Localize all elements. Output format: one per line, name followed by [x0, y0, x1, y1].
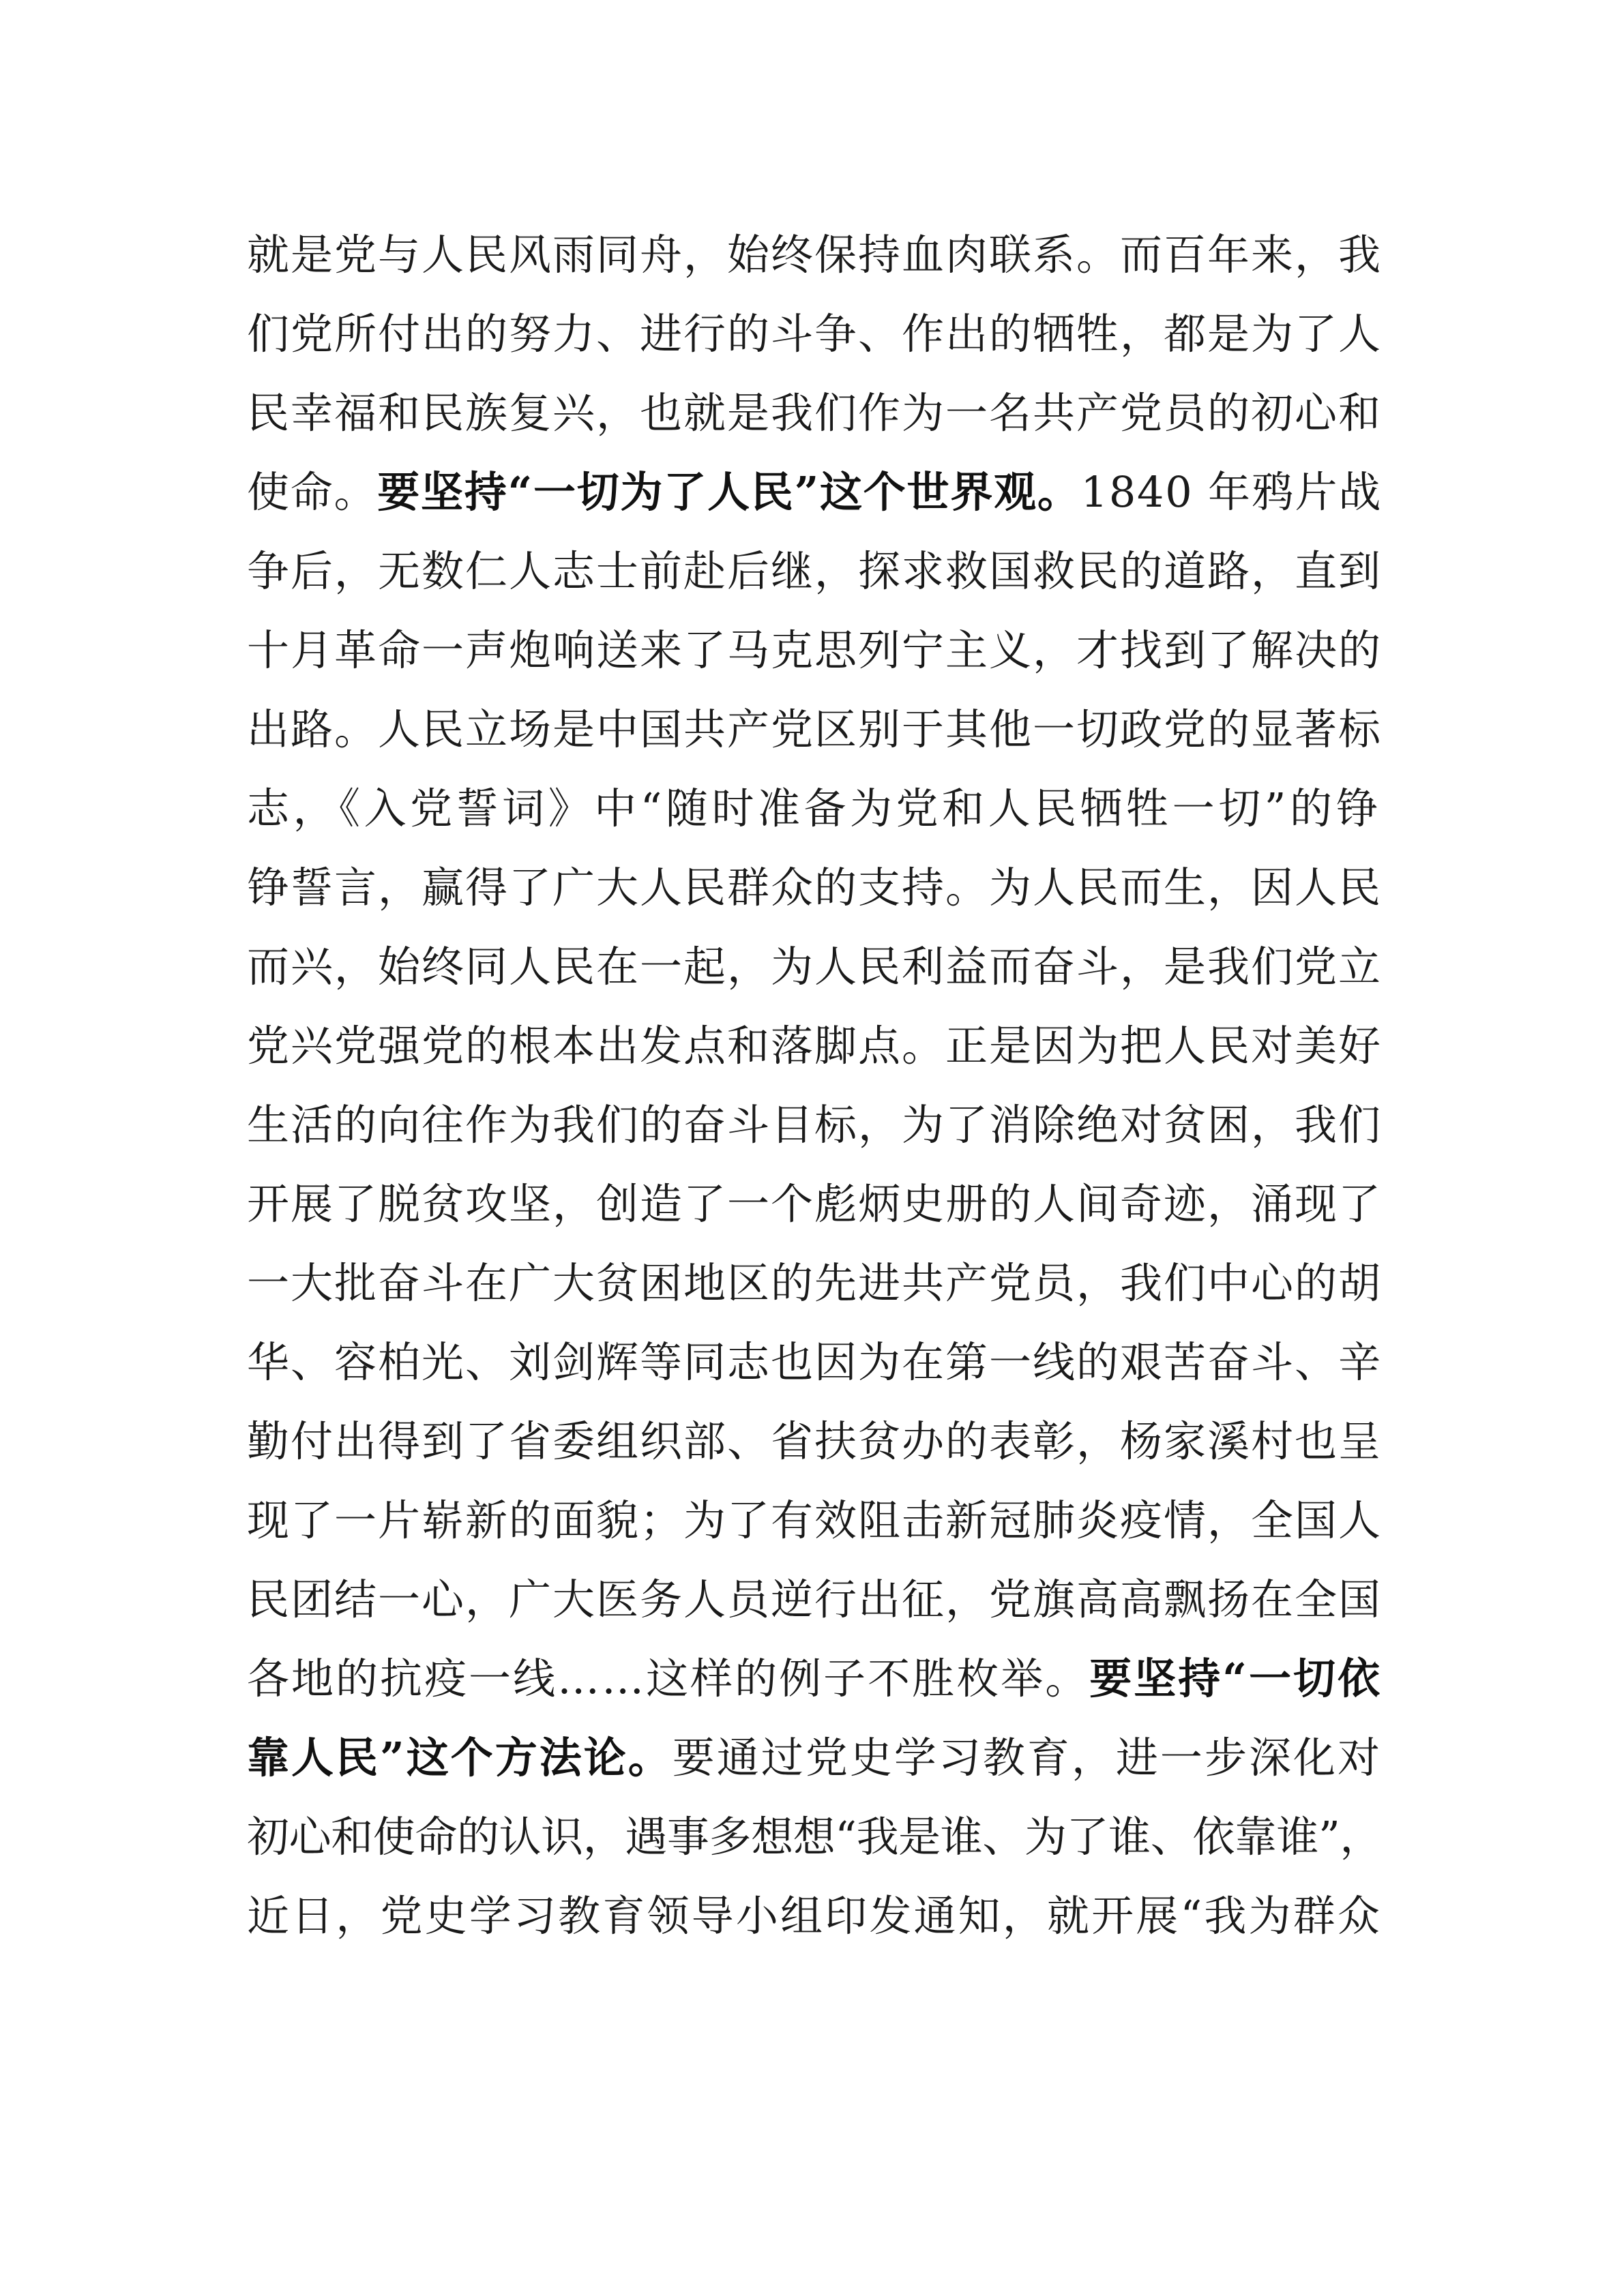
text-line — [247, 611, 1382, 690]
body-text: 而兴，始终同人民在一起，为人民利益而奋斗，是我们党立 — [247, 942, 1382, 992]
body-text: 们党所付出的努力、进行的斗争、作出的牺牲，都是为了人 — [247, 309, 1382, 359]
body-text: 使命。 — [247, 467, 378, 517]
body-text: 勤付出得到了省委组织部、省扶贫办的表彰，杨家溪村也呈 — [247, 1416, 1382, 1466]
body-text: 初心和使命的认识，遇事多想想“我是谁、为了谁、依靠谁”， — [247, 1812, 1382, 1862]
body-text: 要通过党史学习教育，进一步深化对 — [672, 1733, 1382, 1783]
body-text: 民团结一心，广大医务人员逆行出征，党旗高高飘扬在全国 — [247, 1575, 1382, 1624]
text-line — [247, 1718, 1382, 1798]
text-line — [247, 295, 1382, 374]
body-text: 开展了脱贫攻坚，创造了一个彪炳史册的人间奇迹，涌现了 — [247, 1179, 1382, 1229]
text-line — [247, 1560, 1382, 1639]
text-line — [247, 1798, 1382, 1877]
text-line — [247, 769, 1382, 848]
text-line — [247, 453, 1382, 532]
body-text: 现了一片崭新的面貌；为了有效阻击新冠肺炎疫情，全国人 — [247, 1495, 1382, 1545]
body-text: 志，《入党誓词》中“随时准备为党和人民牺牲一切”的铮 — [247, 784, 1382, 833]
text-line — [247, 1639, 1382, 1718]
text-line — [247, 1877, 1382, 1956]
text-line — [247, 374, 1382, 453]
text-line — [247, 690, 1382, 769]
body-text: 近日，党史学习教育领导小组印发通知，就开展“我为群众 — [247, 1891, 1382, 1941]
emphasis-text: 靠人民”这个方法论。 — [247, 1733, 673, 1783]
text-line — [247, 1323, 1382, 1402]
text-line — [247, 927, 1382, 1007]
text-line — [247, 1402, 1382, 1481]
body-text: 出路。人民立场是中国共产党区别于其他一切政党的显著标 — [247, 704, 1382, 754]
body-text: 一大批奋斗在广大贫困地区的先进共产党员，我们中心的胡 — [247, 1258, 1382, 1308]
emphasis-text: 要坚持“一切为了人民”这个世界观。 — [377, 467, 1081, 517]
emphasis-text: 要坚持“一切依 — [1089, 1654, 1382, 1703]
text-line — [247, 1165, 1382, 1244]
body-text: 华、容柏光、刘剑辉等同志也因为在第一线的艰苦奋斗、辛 — [247, 1337, 1382, 1387]
body-text: 民幸福和民族复兴，也就是我们作为一名共产党员的初心和 — [247, 388, 1382, 438]
body-text: 各地的抗疫一线……这样的例子不胜枚举。 — [247, 1654, 1090, 1703]
body-text: 1840 年鸦片战 — [1080, 467, 1382, 517]
body-paragraph — [247, 215, 1382, 1956]
body-text: 十月革命一声炮响送来了马克思列宁主义，才找到了解决的 — [247, 625, 1382, 675]
text-line — [247, 1244, 1382, 1323]
text-line — [247, 848, 1382, 927]
text-line — [247, 1086, 1382, 1165]
text-line — [247, 1481, 1382, 1560]
body-text: 生活的向往作为我们的奋斗目标，为了消除绝对贫困，我们 — [247, 1100, 1382, 1150]
text-line — [247, 532, 1382, 611]
text-line — [247, 215, 1382, 295]
body-text: 铮誓言，赢得了广大人民群众的支持。为人民而生，因人民 — [247, 863, 1382, 912]
body-text: 党兴党强党的根本出发点和落脚点。正是因为把人民对美好 — [247, 1021, 1382, 1071]
body-text: 争后，无数仁人志士前赴后继，探求救国救民的道路，直到 — [247, 546, 1382, 596]
text-line — [247, 1007, 1382, 1086]
body-text: 就是党与人民风雨同舟，始终保持血肉联系。而百年来，我 — [247, 230, 1382, 280]
